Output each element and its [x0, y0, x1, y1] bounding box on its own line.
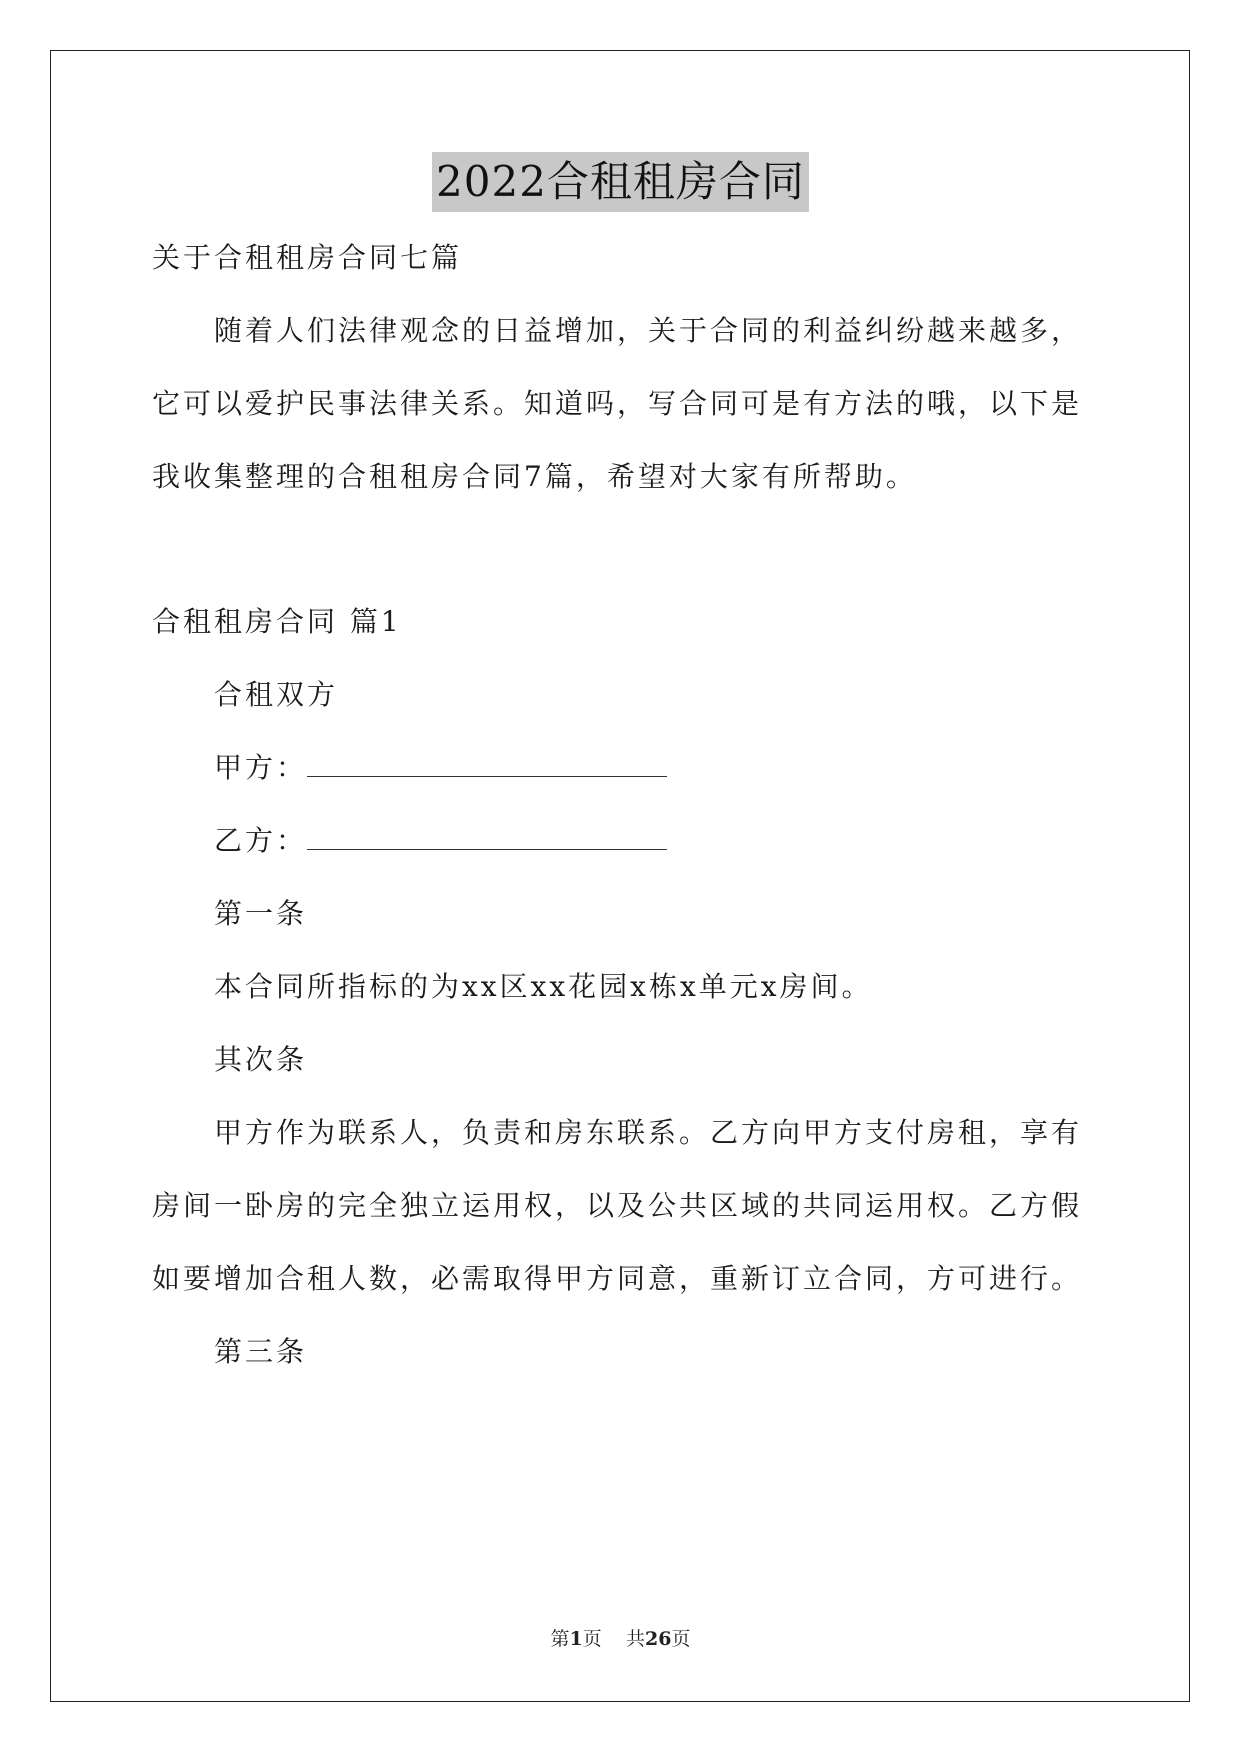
article2-heading: 其次条: [214, 1043, 308, 1076]
page-number: 1: [569, 1628, 583, 1650]
article1-text: 本合同所指标的为xx区xx花园x栋x单元x房间。: [214, 970, 873, 1003]
subtitle: 关于合租租房合同七篇: [152, 241, 463, 274]
article2-line-1: 甲方作为联系人，负责和房东联系。乙方向甲方支付房租，享有: [214, 1116, 1083, 1149]
title-container: [0, 152, 1241, 212]
section-heading: 合租租房合同 篇1: [152, 605, 402, 638]
party-a-row: [214, 748, 667, 788]
article2-line-2: 房间一卧房的完全独立运用权，以及公共区域的共同运用权。乙方假: [152, 1189, 1083, 1222]
page-prefix: 第: [550, 1628, 570, 1650]
article3-heading: 第三条: [214, 1335, 308, 1368]
article1-heading: 第一条: [214, 897, 308, 930]
total-prefix: 共: [625, 1628, 645, 1650]
page-suffix: 页: [582, 1628, 602, 1650]
article2-line-3: 如要增加合租人数，必需取得甲方同意，重新订立合同，方可进行。: [152, 1262, 1083, 1295]
total-suffix: 页: [671, 1628, 691, 1650]
party-b-blank-line: [307, 827, 667, 850]
intro-line-1: 随着人们法律观念的日益增加，关于合同的利益纠纷越来越多，: [214, 314, 1083, 347]
page-footer: [0, 1626, 1241, 1652]
total-pages: 26: [644, 1628, 672, 1650]
party-b-label: 乙方：: [214, 824, 308, 857]
party-b-row: [214, 821, 667, 861]
party-a-label: 甲方：: [214, 751, 308, 784]
page-border: [50, 50, 1190, 1702]
document-title: 2022合租租房合同: [432, 152, 809, 212]
intro-line-2: 它可以爱护民事法律关系。知道吗，写合同可是有方法的哦，以下是: [152, 387, 1083, 420]
parties-heading: 合租双方: [214, 678, 339, 711]
intro-line-3: 我收集整理的合租租房合同7篇，希望对大家有所帮助。: [152, 460, 917, 493]
party-a-blank-line: [307, 754, 667, 777]
